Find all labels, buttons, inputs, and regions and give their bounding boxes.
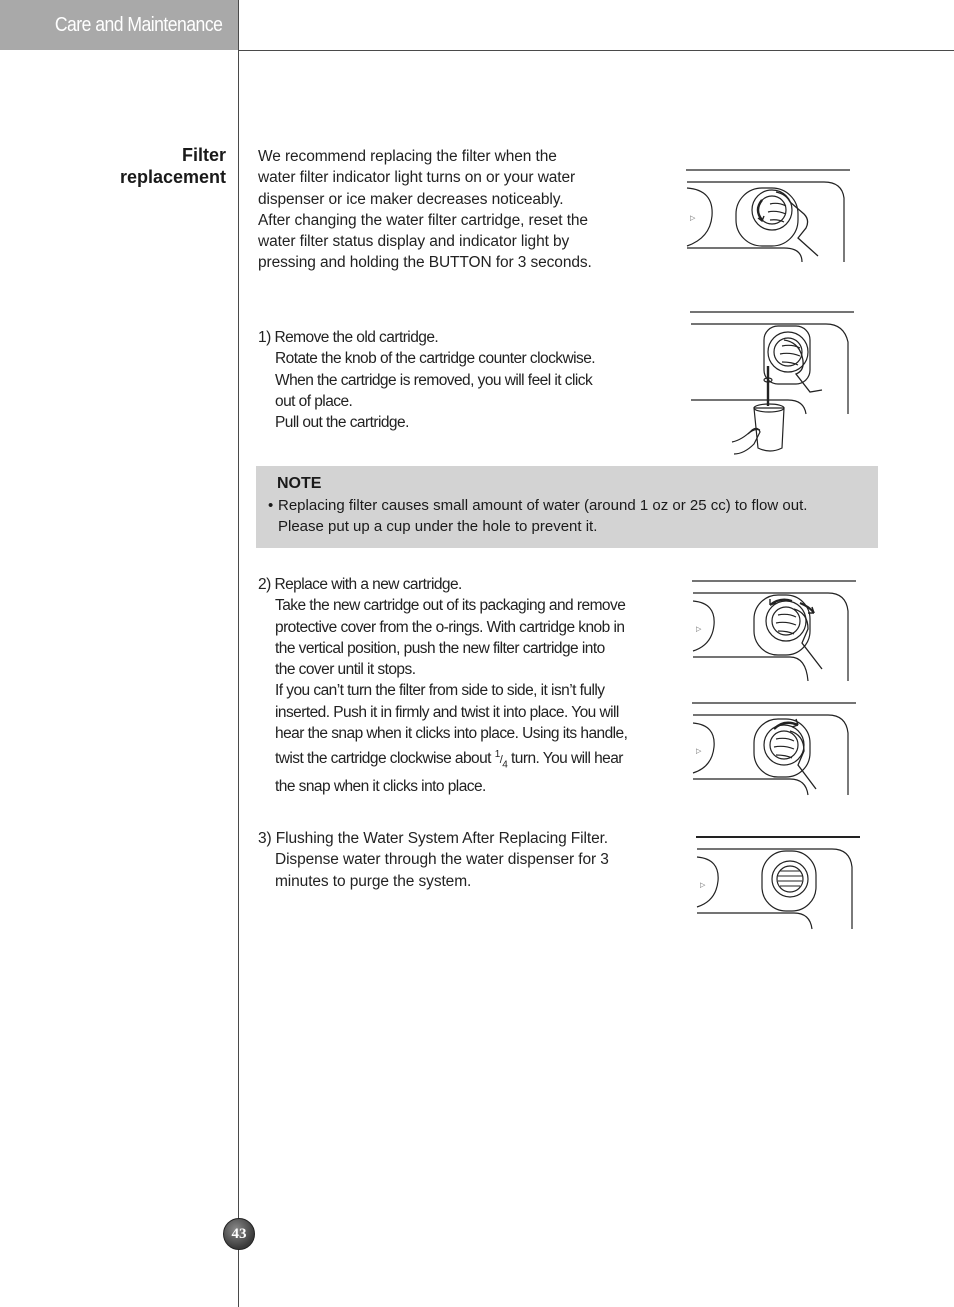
- fraction-numerator: 1: [494, 749, 500, 761]
- svg-text:▷: ▷: [696, 625, 702, 633]
- illustration-twist-clockwise: [690, 701, 860, 797]
- step2-line: the snap when it clicks into place.: [275, 777, 486, 795]
- section-header-tab: [0, 0, 239, 50]
- svg-text:▷: ▷: [696, 747, 702, 755]
- step2-block: [258, 574, 658, 797]
- fraction-separator: /: [499, 754, 503, 767]
- step2-line: Take the new cartridge out of its packaging and remove: [275, 597, 626, 615]
- intro-line: water filter status display and indicator light by: [258, 233, 570, 251]
- note-text-line: Please put up a cup under the hole to prevent it.: [278, 517, 598, 535]
- step2-line: the vertical position, push the new filter cartridge into: [275, 639, 605, 657]
- intro-line: We recommend replacing the filter when the: [258, 148, 557, 165]
- section-title-line1: Filter: [181, 145, 226, 165]
- step1-line: Pull out the cartridge.: [275, 414, 409, 432]
- step3-line: Dispense water through the water dispenser for 3: [275, 851, 609, 869]
- header-rule: [239, 50, 954, 51]
- page-number-badge: [223, 1218, 255, 1250]
- step2-line: hear the snap when it clicks into place. Using its handle,: [275, 725, 628, 743]
- note-text-line: Replacing filter causes small amount of water (around 1 oz or 25 cc) to flow out.: [278, 497, 808, 514]
- intro-paragraph: [258, 146, 658, 274]
- note-bullet: •: [268, 497, 274, 514]
- step1-heading: 1) Remove the old cartridge.: [258, 329, 439, 346]
- section-title: [120, 144, 226, 188]
- note-text: [268, 496, 866, 537]
- step1-line: out of place.: [275, 392, 353, 410]
- illustration-reset-knob: [684, 168, 854, 266]
- illustration-remove-cartridge: [688, 310, 858, 456]
- intro-line: pressing and holding the BUTTON for 3 seconds.: [258, 254, 592, 272]
- step2-line-fraction: [258, 744, 658, 776]
- step3-heading: 3) Flushing the Water System After Replacing Filter.: [258, 830, 609, 847]
- svg-text:▷: ▷: [700, 881, 706, 889]
- step2-line: the cover until it stops.: [275, 661, 416, 679]
- intro-line: water filter indicator light turns on or your water: [258, 169, 576, 187]
- intro-line: After changing the water filter cartridge, reset the: [258, 211, 588, 229]
- intro-line: dispenser or ice maker decreases noticeably.: [258, 190, 564, 208]
- section-header-label: Care and Maintenance: [54, 13, 222, 36]
- step1-line: Rotate the knob of the cartridge counter clockwise.: [275, 350, 596, 368]
- note-title: NOTE: [277, 475, 322, 492]
- step1-block: [258, 327, 658, 433]
- illustration-installed-cartridge: [694, 835, 862, 931]
- svg-text:▷: ▷: [690, 214, 696, 222]
- fraction-prefix: twist the cartridge clockwise about: [275, 750, 495, 768]
- illustration-insert-cartridge: [690, 579, 860, 683]
- fraction-denominator: 4: [502, 759, 508, 771]
- step1-line: When the cartridge is removed, you will feel it click: [275, 371, 593, 389]
- step2-line: protective cover from the o-rings. With cartridge knob in: [275, 618, 625, 636]
- fraction-suffix: turn. You will hear: [507, 750, 623, 768]
- note-box: [256, 466, 878, 548]
- step3-block: [258, 828, 658, 892]
- margin-rule: [238, 0, 239, 1307]
- step3-line: minutes to purge the system.: [275, 872, 472, 890]
- step2-line: If you can’t turn the filter from side to side, it isn’t fully: [275, 682, 605, 700]
- step2-heading: 2) Replace with a new cartridge.: [258, 576, 462, 593]
- section-title-line2: replacement: [119, 167, 226, 187]
- step2-line: inserted. Push it in firmly and twist it into place. You will: [275, 703, 619, 721]
- page-number: 43: [231, 1225, 247, 1242]
